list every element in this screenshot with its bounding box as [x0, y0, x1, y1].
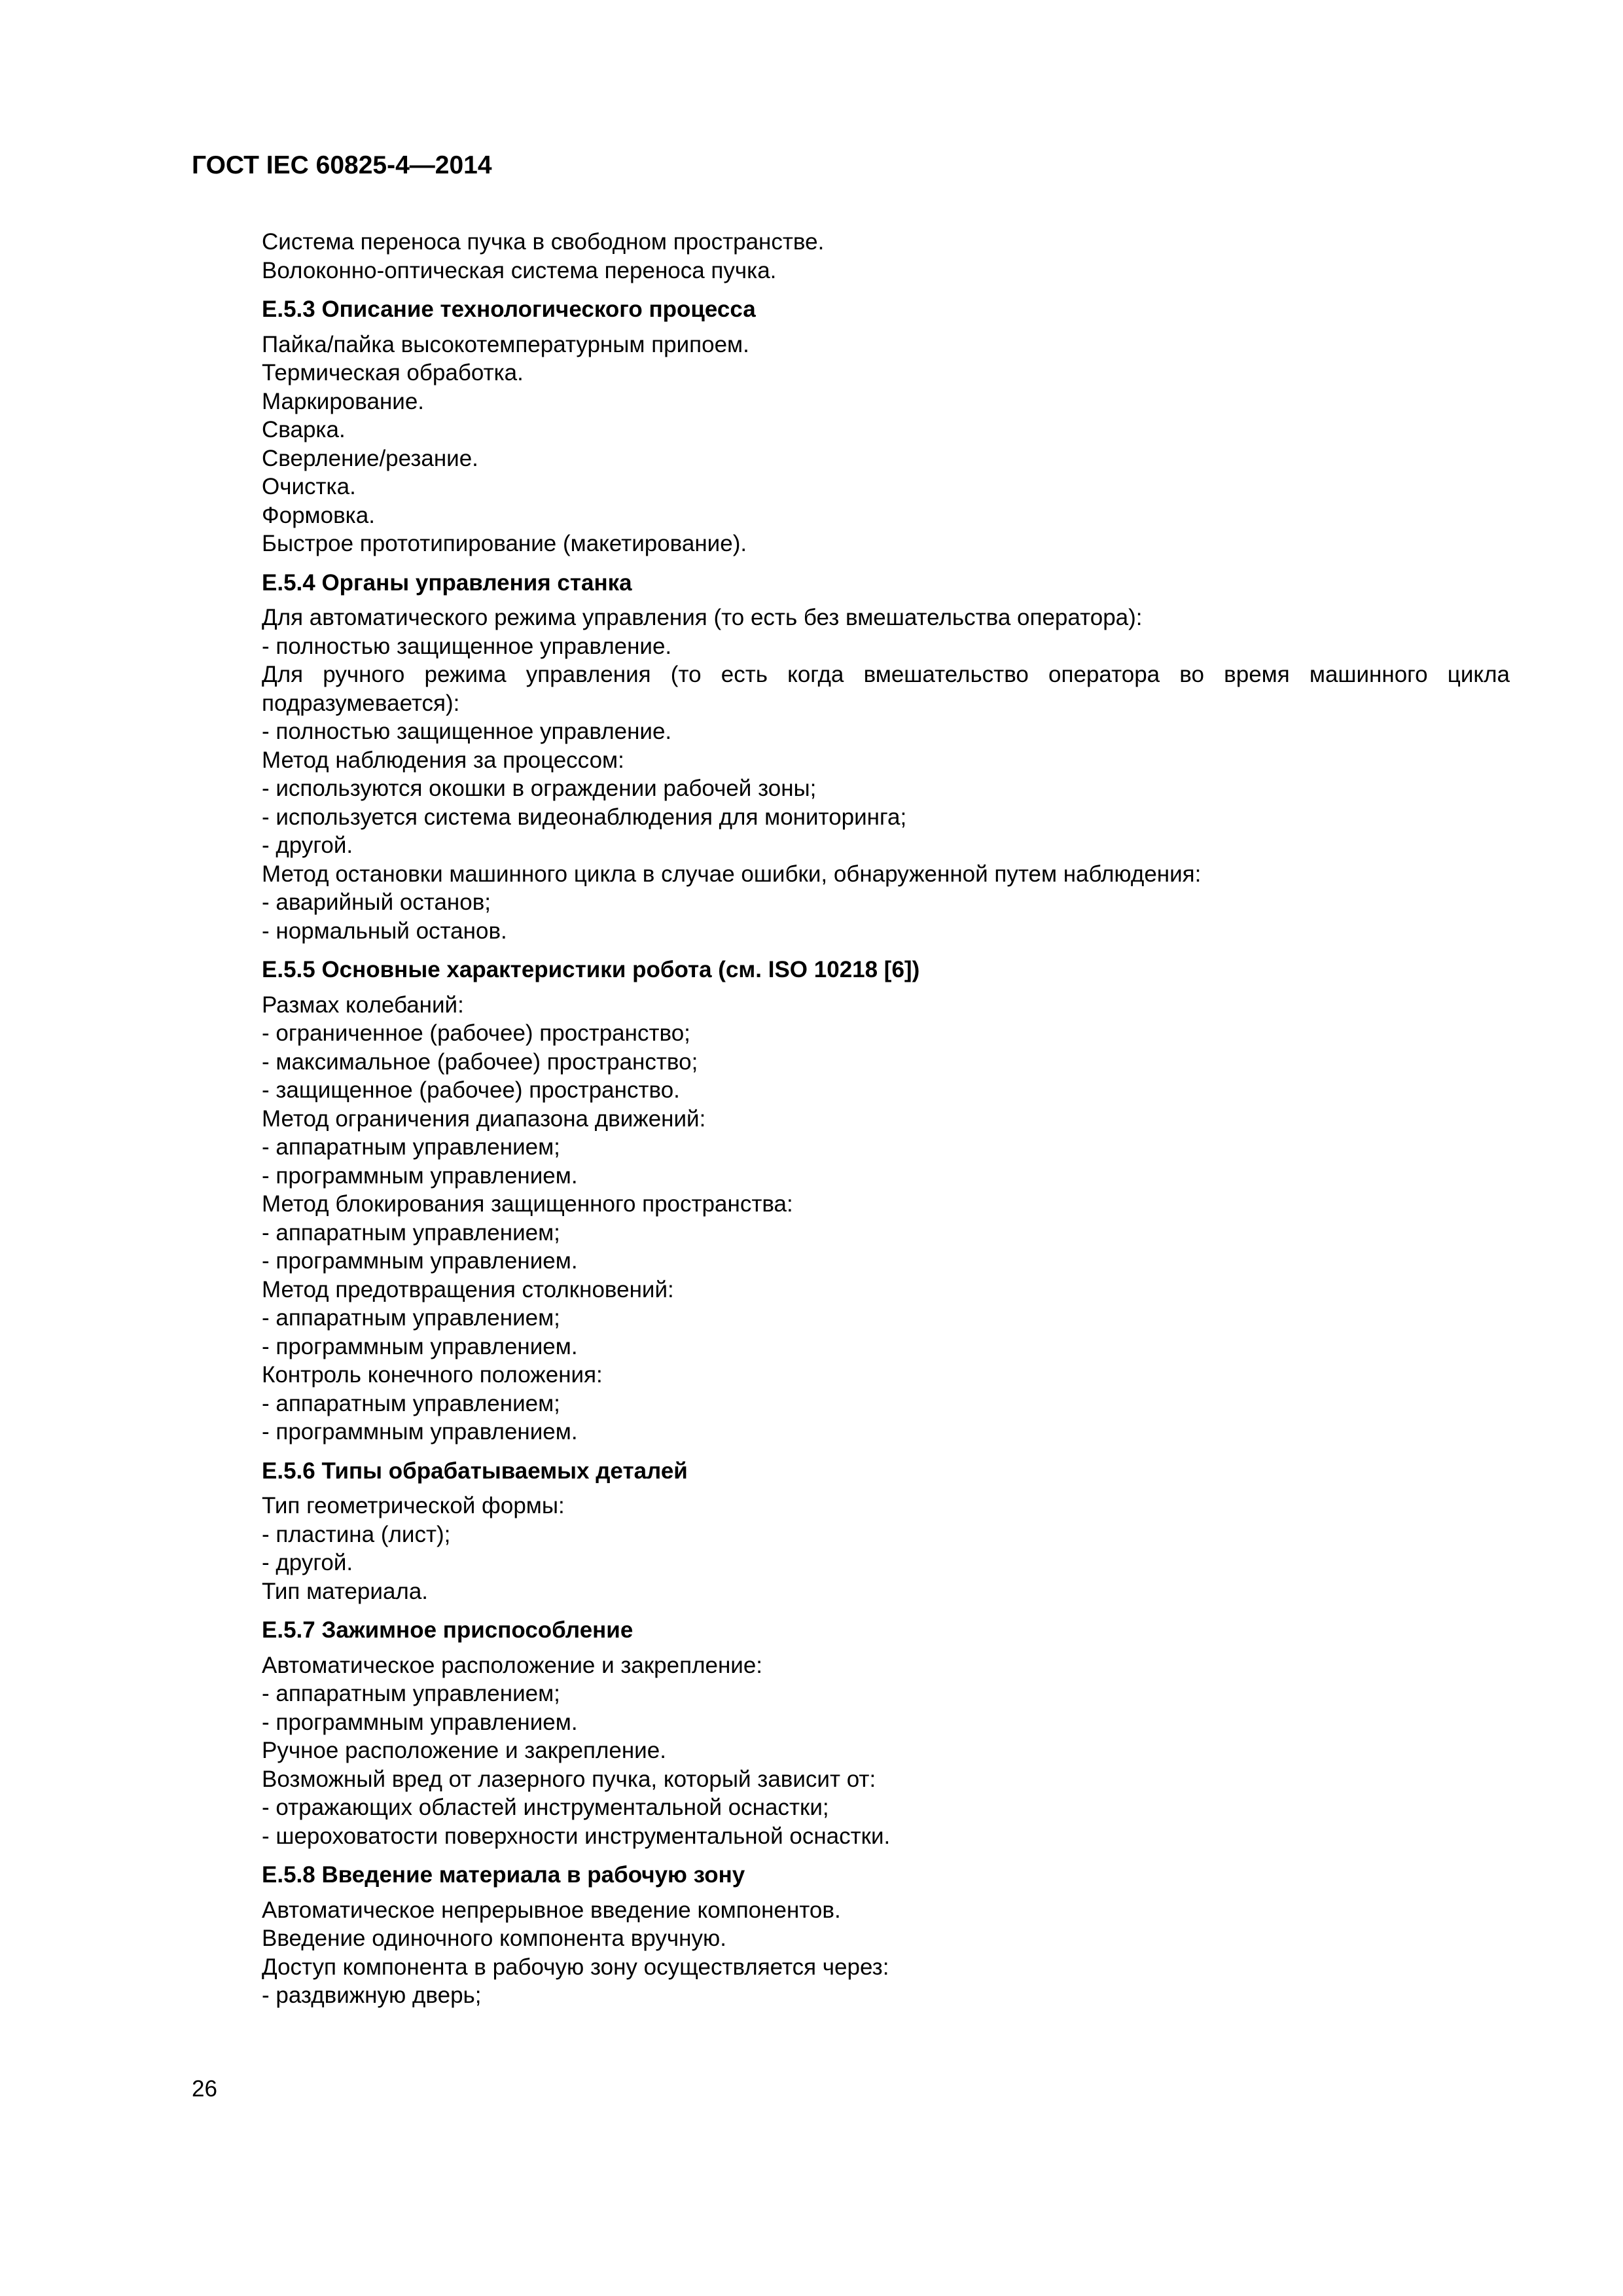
- text-line: - используются окошки в ограждении рабочей зоны;: [262, 776, 817, 801]
- text-line: - шероховатости поверхности инструментальной оснастки.: [262, 1823, 891, 1849]
- text-line: Метод остановки машинного цикла в случае ошибки, обнаруженной путем наблюдения:: [262, 861, 1202, 887]
- text-line: Для автоматического режима управления (то есть без вмешательства оператора):: [262, 605, 1143, 630]
- text-line: Контроль конечного положения:: [262, 1362, 603, 1388]
- text-line: - максимальное (рабочее) пространство;: [262, 1049, 698, 1075]
- text-line: Метод блокирования защищенного пространства:: [262, 1191, 793, 1217]
- text-line: - используется система видеонаблюдения для мониторинга;: [262, 804, 907, 830]
- text-line: Метод наблюдения за процессом:: [262, 747, 624, 773]
- text-line: - программным управлением.: [262, 1419, 578, 1444]
- text-line: - полностью защищенное управление.: [262, 633, 672, 659]
- text-line: Термическая обработка.: [262, 360, 524, 386]
- text-line: - аппаратным управлением;: [262, 1390, 560, 1416]
- text-line: - полностью защищенное управление.: [262, 719, 672, 744]
- text-line: Автоматическое расположение и закрепление:: [262, 1652, 763, 1678]
- text-line: - программным управлением.: [262, 1248, 578, 1274]
- section-heading-e53: E.5.3 Описание технологического процесса: [262, 296, 756, 322]
- text-line: - программным управлением.: [262, 1333, 578, 1359]
- text-paragraph: Для ручного режима управления (то есть когда вмешательство оператора во время машинного цикла подразумевается):: [262, 662, 1510, 716]
- text-line: - другой.: [262, 833, 353, 858]
- section-heading-e55: E.5.5 Основные характеристики робота (см. ISO 10218 [6]): [262, 957, 920, 982]
- text-line: Пайка/пайка высокотемпературным припоем.: [262, 331, 749, 357]
- text-line: - пластина (лист);: [262, 1521, 451, 1547]
- document-header: ГОСТ IEC 60825-4—2014: [192, 151, 492, 179]
- text-line: Ручное расположение и закрепление.: [262, 1738, 666, 1763]
- text-line: - другой.: [262, 1550, 353, 1575]
- section-heading-e54: E.5.4 Органы управления станка: [262, 569, 632, 596]
- section-heading-e57: E.5.7 Зажимное приспособление: [262, 1617, 633, 1643]
- text-line: Тип геометрической формы:: [262, 1493, 565, 1518]
- text-line: - аварийный останов;: [262, 889, 491, 915]
- text-line: - аппаратным управлением;: [262, 1134, 560, 1160]
- text-line: Сверление/резание.: [262, 445, 478, 471]
- text-line: - ограниченное (рабочее) пространство;: [262, 1020, 690, 1046]
- text-line: Формовка.: [262, 502, 375, 528]
- text-line: - аппаратным управлением;: [262, 1305, 560, 1331]
- text-line: - программным управлением.: [262, 1709, 578, 1735]
- page-number: 26: [192, 2076, 217, 2102]
- text-line: Тип материала.: [262, 1578, 429, 1604]
- text-line: - программным управлением.: [262, 1162, 578, 1189]
- text-line: - аппаратным управлением;: [262, 1681, 560, 1706]
- section-heading-e56: E.5.6 Типы обрабатываемых деталей: [262, 1458, 688, 1484]
- text-line: Метод предотвращения столкновений:: [262, 1276, 674, 1302]
- text-line: Доступ компонента в рабочую зону осуществляется через:: [262, 1954, 889, 1980]
- text-line: Система переноса пучка в свободном пространстве.: [262, 229, 825, 255]
- text-line: - аппаратным управлением;: [262, 1219, 560, 1246]
- text-line: Волоконно-оптическая система переноса пучка.: [262, 257, 777, 283]
- text-line: Сварка.: [262, 417, 346, 442]
- text-line: Возможный вред от лазерного пучка, который зависит от:: [262, 1766, 876, 1792]
- text-line: Быстрое прототипирование (макетирование).: [262, 531, 747, 556]
- text-line: Маркирование.: [262, 388, 425, 414]
- text-line: - отражающих областей инструментальной оснастки;: [262, 1795, 829, 1820]
- text-line: - защищенное (рабочее) пространство.: [262, 1077, 680, 1103]
- section-heading-e58: E.5.8 Введение материала в рабочую зону: [262, 1862, 745, 1888]
- text-line: Метод ограничения диапазона движений:: [262, 1105, 706, 1132]
- text-line: Размах колебаний:: [262, 992, 464, 1018]
- text-line: - нормальный останов.: [262, 918, 507, 944]
- text-line: Автоматическое непрерывное введение компонентов.: [262, 1897, 841, 1923]
- text-line: - раздвижную дверь;: [262, 1982, 482, 2008]
- text-line: Введение одиночного компонента вручную.: [262, 1926, 726, 1951]
- text-line: Очистка.: [262, 474, 356, 499]
- document-body: [192, 228, 1510, 2010]
